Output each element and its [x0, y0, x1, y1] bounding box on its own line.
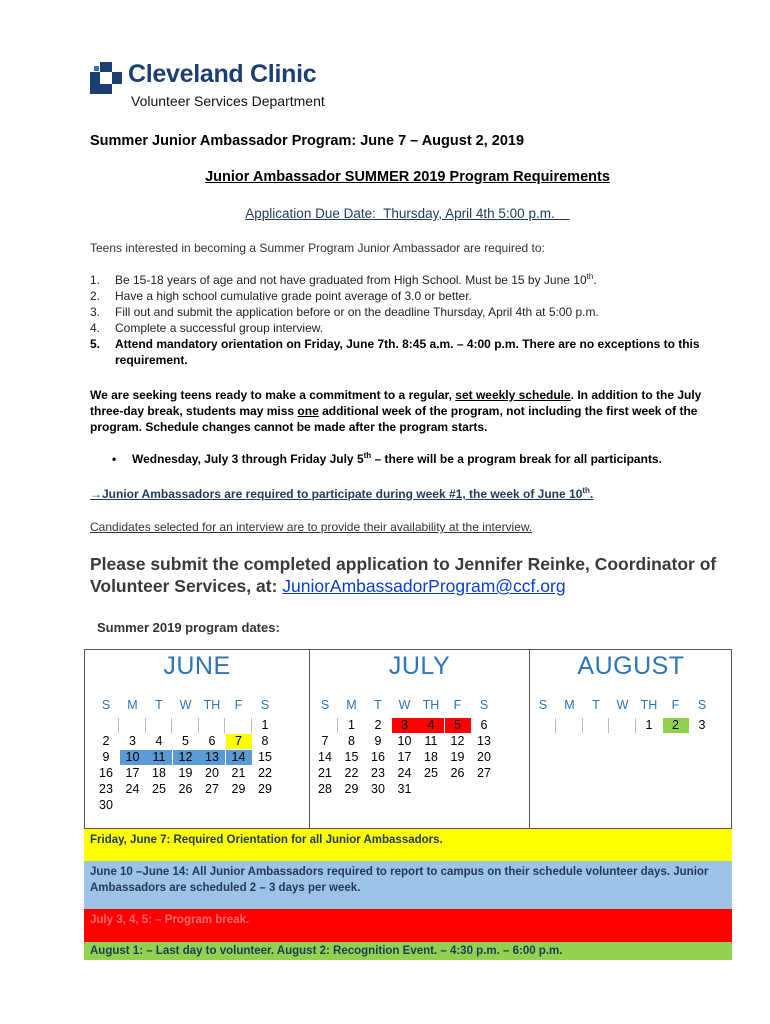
calendar-day: 25 — [424, 766, 438, 780]
calendar-day: 11 — [146, 750, 172, 765]
calendar-day: 15 — [344, 750, 359, 764]
calendar-day: 7 — [321, 734, 329, 748]
day-header-july: S — [479, 698, 489, 712]
day-header-june: S — [260, 698, 270, 712]
email-link[interactable]: JuniorAmbassadorProgram@ccf.org — [282, 576, 566, 596]
requirement-text: Complete a successful group interview. — [115, 321, 324, 335]
dates-label: Summer 2019 program dates: — [97, 620, 280, 635]
day-header-july: S — [320, 698, 330, 712]
day-header-june: W — [179, 698, 192, 712]
bullet-text-tail: – there will be a program break for all participants. — [371, 452, 662, 466]
logo-name: Cleveland Clinic — [128, 60, 317, 88]
calendar-empty-cell — [583, 718, 609, 733]
calendar-day: 3 — [129, 734, 136, 748]
calendar-june — [85, 650, 310, 830]
calendar-empty-cell — [418, 782, 444, 797]
calendar-day: 10 — [120, 750, 146, 765]
bullet-icon: • — [112, 452, 117, 466]
calendar-day: 30 — [99, 798, 113, 812]
calendar-empty-cell — [93, 718, 119, 733]
calendar-day: 6 — [480, 718, 488, 732]
calendar-day: 22 — [344, 766, 359, 780]
calendar-empty-cell — [530, 718, 556, 733]
notice-tail: . — [589, 487, 594, 501]
requirement-text: Fill out and submit the application before or on the deadline Thursday, April 4th at 5:00 p.m. — [115, 305, 599, 319]
calendar-day: 19 — [178, 766, 193, 780]
calendar-day: 23 — [371, 766, 385, 780]
calendar-day: 24 — [397, 766, 412, 780]
day-header-august: M — [564, 698, 575, 712]
calendar-empty-cell — [199, 798, 225, 813]
calendar-day: 19 — [450, 750, 465, 764]
calendar-day: 1 — [645, 718, 653, 732]
calendar-day: 12 — [173, 750, 199, 765]
calendar-day: 1 — [348, 718, 355, 732]
calendar-empty-cell — [226, 798, 252, 813]
list-number: 1. — [90, 273, 101, 287]
list-item — [90, 336, 730, 368]
day-header-july: F — [453, 698, 462, 712]
calendar-day: 16 — [371, 750, 385, 764]
calendar-august — [530, 650, 732, 830]
calendar-empty-cell — [226, 718, 252, 733]
calendar-day: 31 — [397, 782, 412, 796]
calendar-day: 10 — [397, 734, 412, 748]
submit-text: Please submit the completed application to Jennifer Reinke, Coordinator of Volunteer Services, at: — [90, 554, 717, 596]
day-header-july: W — [398, 698, 411, 712]
month-name: AUGUST — [577, 652, 685, 680]
calendar-day: 24 — [125, 782, 140, 796]
superscript: th — [363, 451, 372, 460]
calendar-day: 13 — [477, 734, 491, 748]
list-number: 4. — [90, 321, 101, 335]
calendar-day: 14 — [226, 750, 252, 765]
calendar-empty-cell — [312, 718, 338, 733]
calendar-day: 22 — [258, 766, 272, 780]
calendar-empty-cell — [173, 718, 199, 733]
candidates-note: Candidates selected for an interview are to provide their availability at the interview. — [90, 520, 533, 534]
submit-instructions — [90, 553, 740, 597]
list-number: 2. — [90, 289, 101, 303]
calendar-empty-cell — [173, 798, 199, 813]
calendar-day: 2 — [663, 718, 689, 733]
legend-break: July 3, 4, 5: – Program break. — [84, 909, 732, 942]
requirement-text: Have a high school cumulative grade point average of 3.0 or better. — [115, 289, 472, 303]
calendar-day: 20 — [477, 750, 491, 764]
day-header-august: S — [697, 698, 707, 712]
calendar-day: 13 — [199, 750, 225, 765]
program-calendar — [84, 649, 732, 829]
calendar-day: 29 — [344, 782, 359, 796]
calendar-day: 28 — [318, 782, 332, 796]
calendar-empty-cell — [557, 718, 583, 733]
day-header-june: F — [234, 698, 243, 712]
calendar-day: 30 — [371, 782, 385, 796]
calendar-day: 4 — [155, 734, 163, 748]
requirements-title: Junior Ambassador SUMMER 2019 Program Requirements — [205, 169, 610, 185]
calendar-day: 2 — [102, 734, 110, 748]
legend-week1: June 10 –June 14: All Junior Ambassadors required to report to campus on their schedule volunteer days. Junior Ambassadors are scheduled 2 – 3 days per week. — [84, 861, 732, 909]
calendar-july — [310, 650, 530, 830]
calendar-day: 21 — [318, 766, 332, 780]
calendar-day: 9 — [102, 750, 110, 764]
calendar-day: 21 — [231, 766, 246, 780]
calendar-day: 7 — [226, 734, 252, 749]
calendar-day: 2 — [374, 718, 382, 732]
day-header-june: TH — [203, 698, 221, 712]
para-underline: set weekly schedule — [455, 388, 571, 402]
list-number: 3. — [90, 305, 101, 319]
para-text: . In addition to the July three-day break, students may miss — [90, 388, 702, 418]
day-header-june: S — [101, 698, 111, 712]
due-date: Application Due Date: Thursday, April 4th 5:00 p.m. — [245, 206, 570, 221]
calendar-day: 11 — [424, 734, 438, 748]
day-header-august: TH — [640, 698, 658, 712]
para-text: additional week of the program, not including the first week of the program. Schedule changes cannot be made after the program starts. — [90, 404, 698, 434]
calendar-empty-cell — [445, 782, 471, 797]
commitment-paragraph — [90, 387, 730, 435]
calendar-day: 29 — [258, 782, 272, 796]
requirement-tail: . — [593, 273, 597, 287]
calendar-empty-cell — [120, 718, 146, 733]
calendar-day: 25 — [152, 782, 166, 796]
day-header-july: M — [346, 698, 357, 712]
day-header-august: W — [616, 698, 629, 712]
list-item — [90, 304, 730, 320]
calendar-day: 17 — [397, 750, 412, 764]
calendar-day: 12 — [450, 734, 465, 748]
intro-text: Teens interested in becoming a Summer Program Junior Ambassador are required to: — [90, 241, 545, 255]
list-item — [90, 272, 730, 288]
calendar-day: 1 — [261, 718, 269, 732]
para-text: We are seeking teens ready to make a commitment to a regular, — [90, 388, 456, 402]
list-number: 5. — [90, 337, 101, 351]
calendar-day: 27 — [205, 782, 219, 796]
bullet-text: Wednesday, July 3 through Friday July 5 — [132, 452, 364, 466]
cleveland-clinic-logo-icon — [90, 62, 122, 94]
requirement-text: Attend mandatory orientation on Friday, June 7th. 8:45 a.m. – 4:00 p.m. There are no exceptions to this requirement. — [115, 337, 700, 367]
calendar-day: 29 — [231, 782, 246, 796]
legend-last-day: August 1: – Last day to volunteer. August 2: Recognition Event. – 4:30 p.m. – 6:00 p.m. — [84, 942, 732, 960]
month-name: JULY — [388, 652, 451, 680]
day-header-august: T — [592, 698, 600, 712]
week1-notice — [90, 487, 593, 501]
day-header-july: T — [374, 698, 382, 712]
program-title: Summer Junior Ambassador Program: June 7 – August 2, 2019 — [90, 133, 525, 149]
calendar-empty-cell — [199, 718, 225, 733]
list-item — [90, 320, 730, 336]
calendar-day: 8 — [348, 734, 355, 748]
day-header-august: S — [538, 698, 548, 712]
calendar-empty-cell — [146, 718, 172, 733]
calendar-day: 8 — [261, 734, 269, 748]
superscript: th — [582, 486, 590, 495]
day-header-august: F — [671, 698, 680, 712]
calendar-day: 5 — [445, 718, 471, 733]
notice-text: →Junior Ambassadors are required to participate during week #1, the week of June 10 — [90, 487, 583, 501]
calendar-day: 3 — [698, 718, 706, 732]
calendar-day: 9 — [374, 734, 382, 748]
break-bullet — [112, 452, 662, 466]
logo-department: Volunteer Services Department — [131, 93, 325, 109]
calendar-day: 23 — [99, 782, 113, 796]
requirements-list — [90, 272, 730, 368]
list-item — [90, 288, 730, 304]
calendar-empty-cell — [610, 718, 636, 733]
calendar-day: 18 — [424, 750, 438, 764]
calendar-day: 26 — [450, 766, 465, 780]
calendar-day: 6 — [208, 734, 216, 748]
cleveland-clinic-logo — [90, 62, 350, 112]
superscript: th — [586, 272, 594, 281]
para-underline: one — [297, 404, 319, 418]
calendar-day: 5 — [182, 734, 189, 748]
calendar-day: 27 — [477, 766, 491, 780]
calendar-empty-cell — [252, 798, 278, 813]
calendar-day: 14 — [318, 750, 332, 764]
calendar-day: 26 — [178, 782, 193, 796]
calendar-empty-cell — [146, 798, 172, 813]
calendar-day: 20 — [205, 766, 219, 780]
day-header-july: TH — [422, 698, 440, 712]
calendar-day: 17 — [125, 766, 140, 780]
day-header-june: T — [155, 698, 163, 712]
calendar-day: 4 — [418, 718, 444, 733]
calendar-day: 16 — [99, 766, 113, 780]
calendar-empty-cell — [471, 782, 497, 797]
calendar-day: 3 — [392, 718, 418, 733]
requirement-text: Be 15-18 years of age and not have graduated from High School. Must be 15 by June 10 — [115, 273, 587, 287]
calendar-day: 15 — [258, 750, 272, 764]
calendar-empty-cell — [120, 798, 146, 813]
month-name: JUNE — [163, 652, 231, 680]
day-header-june: M — [127, 698, 138, 712]
calendar-day: 18 — [152, 766, 166, 780]
legend-orientation: Friday, June 7: Required Orientation for all Junior Ambassadors. — [84, 829, 732, 861]
